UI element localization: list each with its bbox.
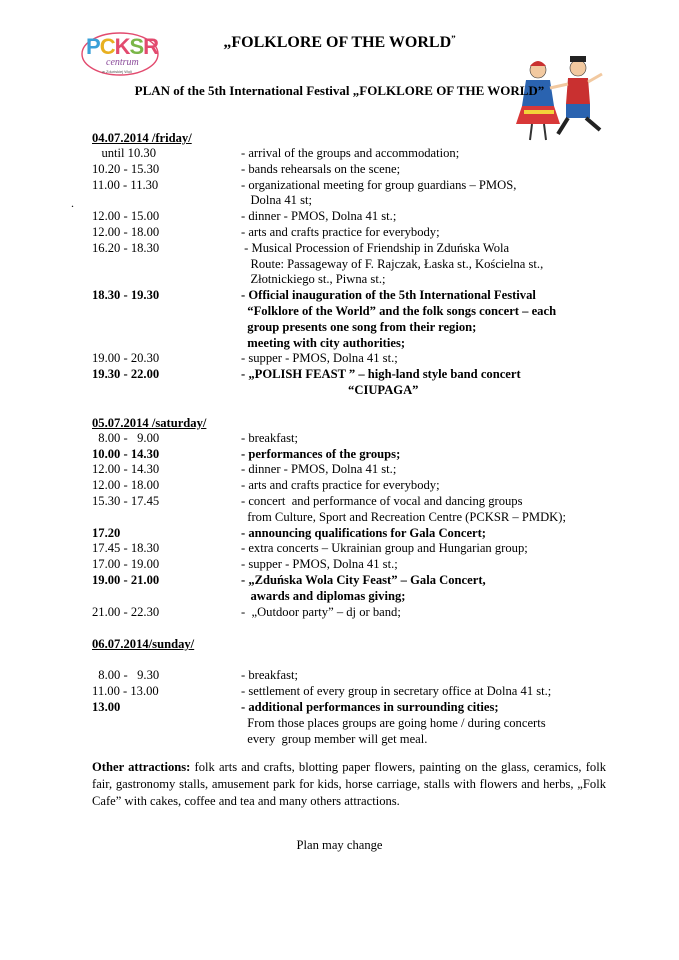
event-description: “Folklore of the World” and the folk songs concert – each [241, 303, 557, 318]
festival-schedule [92, 130, 612, 747]
schedule-row [92, 225, 612, 241]
event-description: - „Zduńska Wola City Feast” – Gala Concert, [241, 572, 486, 587]
event-description: - Official inauguration of the 5th International Festival [241, 288, 536, 303]
day-section [92, 415, 612, 637]
schedule-row [92, 288, 612, 351]
logo-letter: R [143, 34, 159, 59]
event-description: - supper - PMOS, Dolna 41 st.; [241, 557, 398, 572]
time-range: 18.30 - 19.30 [92, 288, 160, 303]
time-range: 17.00 - 19.00 [92, 557, 160, 572]
other-attractions [92, 759, 606, 810]
schedule-row [92, 462, 612, 478]
event-description: - bands rehearsals on the scene; [241, 161, 401, 176]
event-description: - performances of the groups; [241, 446, 401, 461]
time-range: 17.20 [92, 525, 121, 540]
schedule-row [92, 241, 612, 288]
event-description: - breakfast; [241, 668, 298, 683]
schedule-row [92, 447, 612, 463]
event-description: - dinner - PMOS, Dolna 41 st.; [241, 462, 397, 477]
time-range: 17.45 - 18.30 [92, 541, 160, 556]
time-range: 12.00 - 18.00 [92, 224, 160, 239]
schedule-row [92, 716, 612, 748]
schedule-row [92, 526, 612, 542]
schedule-row [92, 146, 612, 162]
schedule-row [92, 431, 612, 447]
time-range: 12.00 - 15.00 [92, 209, 160, 224]
time-range: 16.20 - 18.30 [92, 240, 160, 255]
day-heading: 04.07.2014 /friday/ [92, 131, 192, 145]
event-description: Złotnickiego st., Piwna st.; [241, 272, 386, 287]
schedule-row [92, 178, 612, 210]
event-description: - dinner - PMOS, Dolna 41 st.; [241, 209, 397, 224]
event-description: - „POLISH FEAST ” – high-land style band concert [241, 367, 521, 382]
event-description: awards and diplomas giving; [241, 588, 406, 603]
time-range: 11.00 - 13.00 [92, 684, 159, 699]
time-range: 12.00 - 18.00 [92, 478, 160, 493]
page-title [0, 34, 679, 52]
time-range: 19.30 - 22.00 [92, 367, 160, 382]
other-attractions-label: Other attractions: [92, 760, 191, 774]
schedule-row [92, 478, 612, 494]
event-description: - supper - PMOS, Dolna 41 st.; [241, 351, 398, 366]
event-description: - organizational meeting for group guardians – PMOS, [241, 177, 517, 192]
event-description: every group member will get meal. [241, 731, 428, 746]
event-description: from Culture, Sport and Recreation Centre (PCKSR – PMDK); [241, 509, 566, 524]
schedule-row [92, 668, 612, 684]
time-range: 10.00 - 14.30 [92, 446, 160, 461]
plan-note: Plan may change [296, 838, 383, 852]
schedule-row [92, 351, 612, 367]
day-section [92, 130, 612, 415]
event-description: - extra concerts – Ukrainian group and Hungarian group; [241, 541, 528, 556]
time-range: 21.00 - 22.30 [92, 604, 160, 619]
schedule-row [92, 684, 612, 700]
title-close-quote: ” [451, 34, 456, 44]
time-range: 12.00 - 14.30 [92, 462, 160, 477]
schedule-row [92, 541, 612, 557]
schedule-row [92, 367, 612, 399]
event-description: - additional performances in surrounding cities; [241, 699, 499, 714]
other-attractions-text: folk arts and crafts, blotting paper flowers, painting on the glass, ceramics, folk fair, gastronomy stalls, amusement park for kids, horse carriage, stalls with flowers and herbs, „Folk Cafe” with cakes, coffee and tea and many others attractions. [92, 760, 606, 808]
event-description: meeting with city authorities; [241, 335, 406, 350]
stray-dot: . [71, 196, 74, 210]
time-range: 19.00 - 21.00 [92, 572, 160, 587]
event-description: - breakfast; [241, 430, 298, 445]
event-description: - announcing qualifications for Gala Concert; [241, 525, 487, 540]
logo-letter: K [114, 34, 130, 59]
logo-letter: S [129, 34, 144, 59]
logo-tagline: w Zduńskiej Woli [102, 69, 132, 74]
schedule-row [92, 573, 612, 605]
event-description: - Musical Procession of Friendship in Zduńska Wola [241, 240, 510, 255]
time-range: 19.00 - 20.30 [92, 351, 160, 366]
event-description: - arts and crafts practice for everybody; [241, 478, 440, 493]
time-range: 11.00 - 11.30 [92, 177, 159, 192]
logo-subtext: centrum [106, 57, 139, 68]
page-subtitle: PLAN of the 5th International Festival „FOLKLORE OF THE WORLD” [134, 83, 545, 98]
schedule-row [92, 700, 612, 716]
schedule-row [92, 162, 612, 178]
title-text: „FOLKLORE OF THE WORLD [223, 34, 452, 51]
event-description: From those places groups are going home / during concerts [241, 715, 546, 730]
time-range: 8.00 - 9.00 [92, 430, 160, 445]
day-heading: 06.07.2014/sunday/ [92, 637, 195, 652]
event-description: - settlement of every group in secretary office at Dolna 41 st.; [241, 684, 552, 699]
time-range: 13.00 [92, 699, 121, 714]
logo-letter: C [99, 34, 115, 59]
schedule-row [92, 494, 612, 526]
day-section [92, 636, 612, 747]
event-description: - „Outdoor party” – dj or band; [241, 604, 401, 619]
day-heading: 05.07.2014 /saturday/ [92, 415, 207, 430]
event-description: “CIUPAGA” [241, 382, 419, 397]
schedule-row [92, 209, 612, 225]
time-range: 10.20 - 15.30 [92, 161, 160, 176]
event-description: - arrival of the groups and accommodation; [241, 146, 460, 160]
event-description: - concert and performance of vocal and dancing groups [241, 493, 523, 508]
schedule-row [92, 605, 612, 621]
schedule-row [92, 557, 612, 573]
event-description: group presents one song from their region; [241, 319, 477, 334]
event-description: Dolna 41 st; [241, 193, 313, 208]
event-description: - arts and crafts practice for everybody; [241, 224, 440, 239]
time-range: 8.00 - 9.30 [92, 668, 160, 683]
event-description: Route: Passageway of F. Rajczak, Łaska st., Kościelna st., [241, 256, 544, 271]
time-range: 15.30 - 17.45 [92, 493, 160, 508]
time-range: until 10.30 [92, 146, 157, 160]
logo-letter: P [86, 34, 100, 59]
